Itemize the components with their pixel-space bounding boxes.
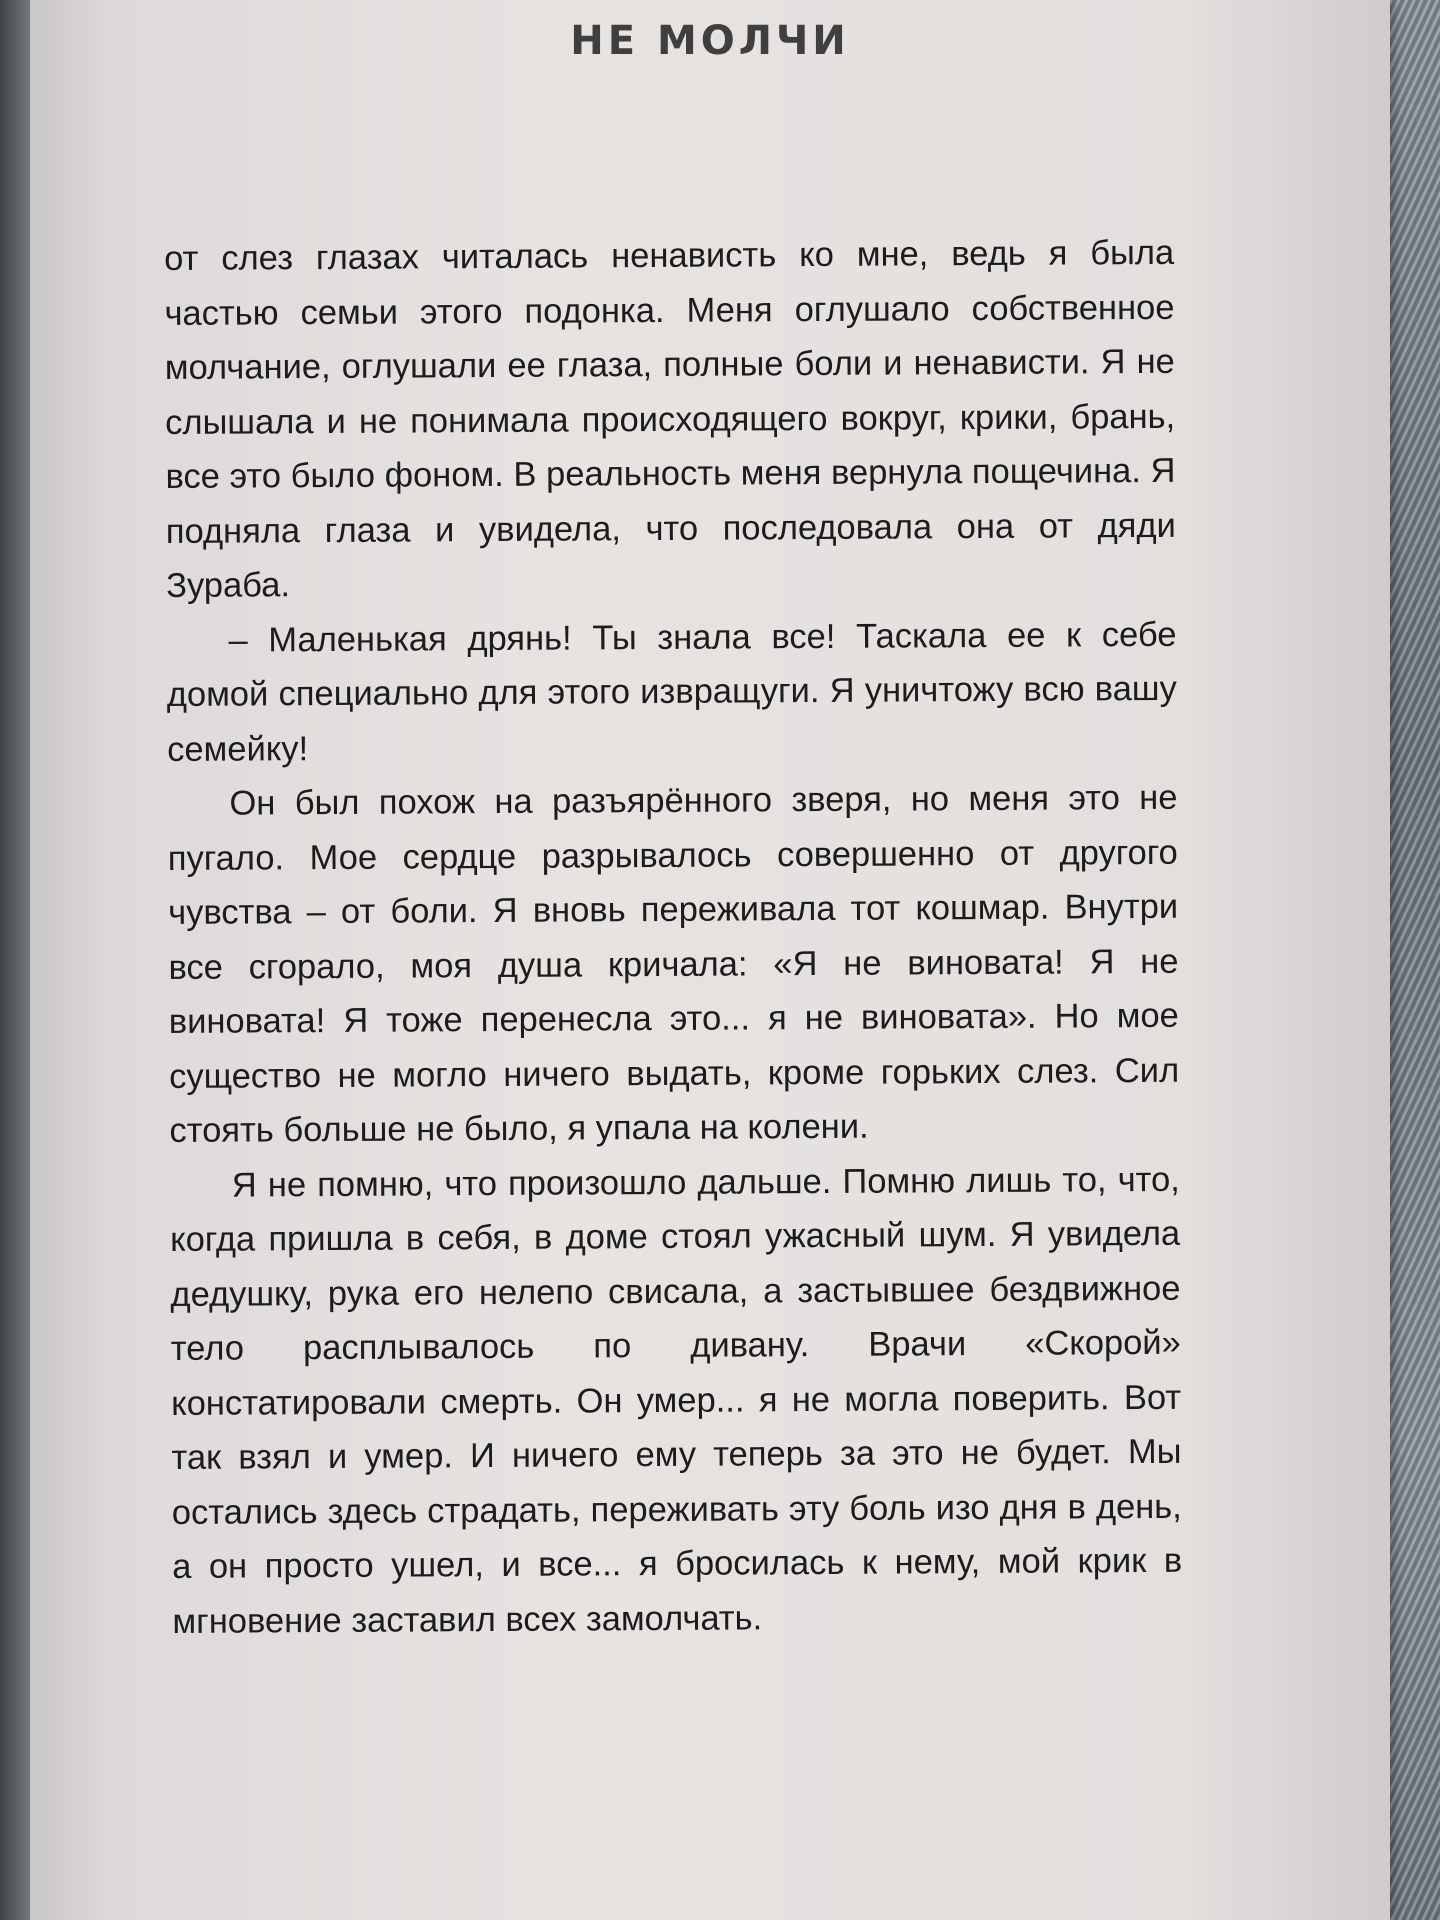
page-text [164, 226, 1183, 1649]
paragraph-4: Я не помню, что произошло дальше. Помню лишь то, что, когда пришла в себя, в доме стоял ужасный шум. Я увидела дедушку, рука его нелепо свисала, а застывшее бездвижное тело расплывалось по дивану. Врачи «Скорой» констатировали смерть. Он умер... я не могла поверить. Вот так взял и умер. И ничего ему теперь за это не будет. Мы остались здесь страдать, переживать эту боль изо дня в день, а он просто ушел, и все... я бросилась к нему, мой крик в мгновение заставил всех замолчать. [170, 1160, 1183, 1641]
paragraph-1: от слез глазах читалась ненависть ко мне, ведь я была частью семьи этого подонка. Меня оглушало собственное молчание, оглушали ее глаза, полные боли и ненависти. Я не слышала и не понимала происходящего вокруг, крики, брань, все это было фоном. В реальность меня вернула пощечина. Я подняла глаза и увидела, что последовала она от дяди Зураба. [164, 233, 1176, 605]
paragraph-3: Он был похож на разъярённого зверя, но меня это не пугало. Мое сердце разрывалось совершенно от другого чувства – от боли. Я вновь переживала тот кошмар. Внутри все сгорало, моя душа кричала: «Я не виновата! Я не виновата! Я тоже перенесла это... я не виновата». Но мое существо не могло ничего выдать, кроме горьких слез. Сил стоять больше не было, я упала на колени. [167, 778, 1180, 1150]
running-head: НЕ МОЛЧИ [570, 18, 850, 64]
book-page [30, 0, 1390, 1920]
paragraph-2: – Маленькая дрянь! Ты знала все! Таскала ее к себе домой специально для этого извращуги. Я уничтожу всю вашу семейку! [166, 615, 1177, 769]
